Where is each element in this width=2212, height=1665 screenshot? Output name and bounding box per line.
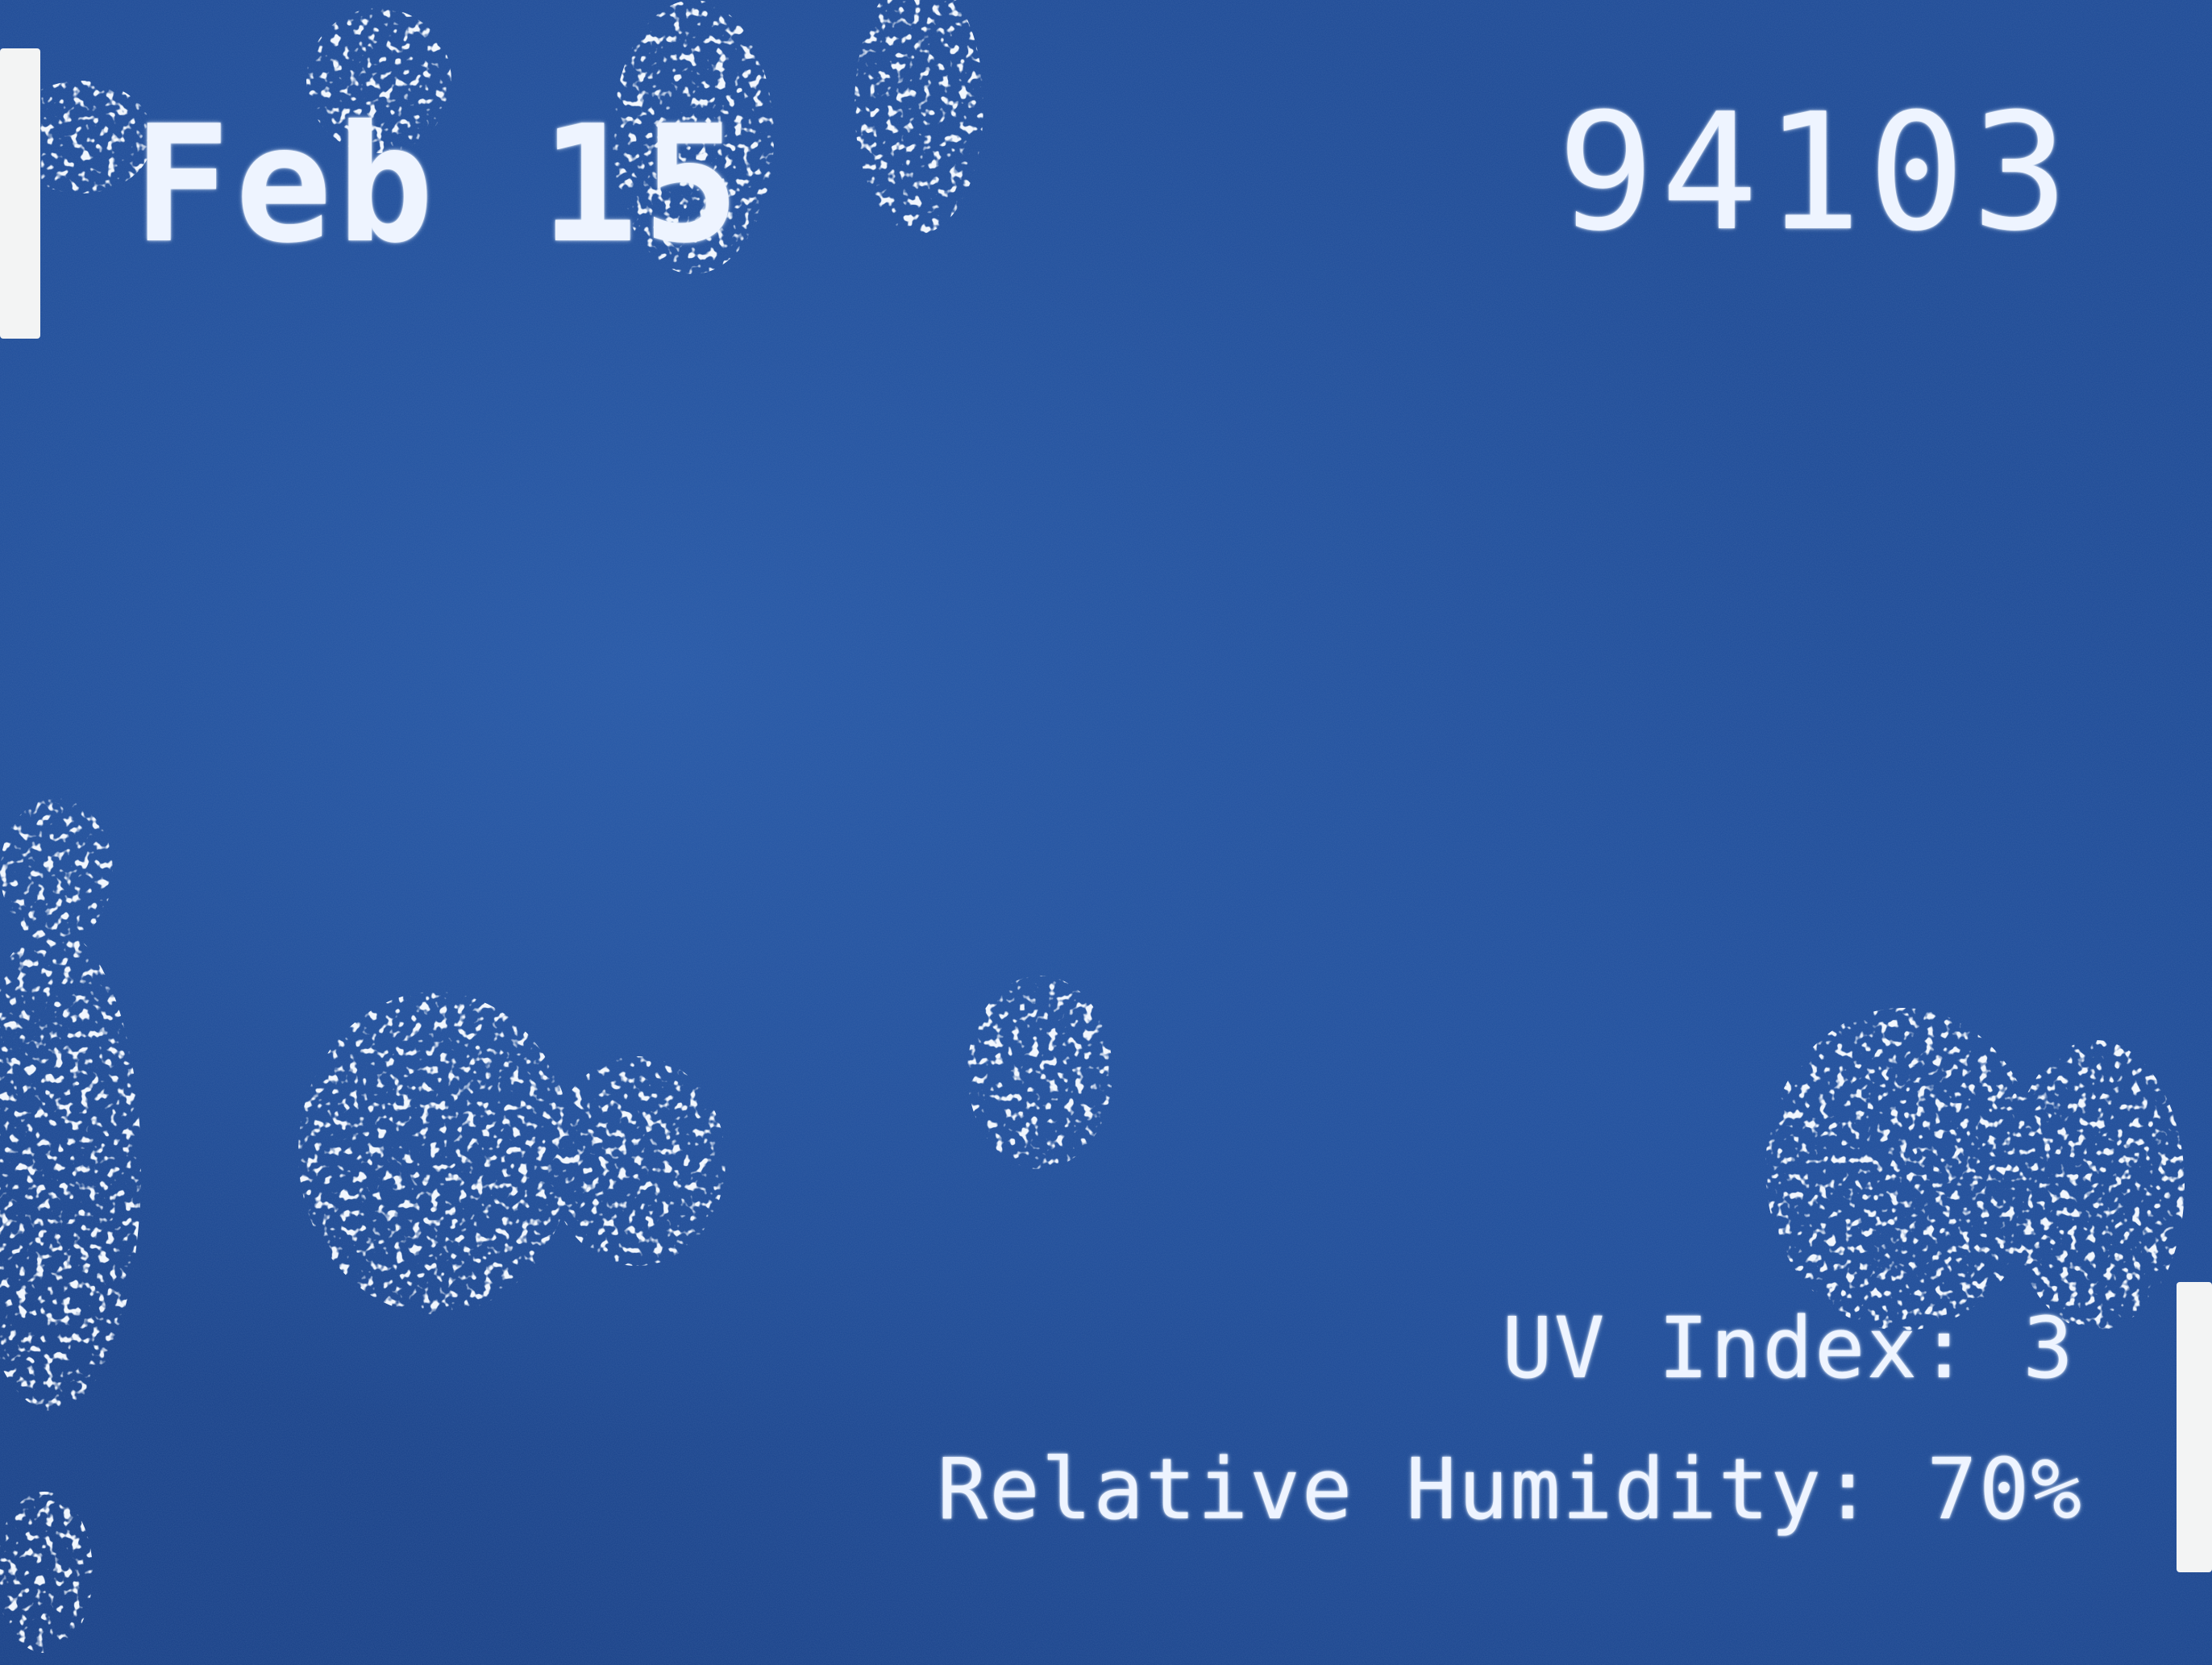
- date-label: Feb 15: [133, 91, 745, 279]
- left-paper-edge: [0, 48, 40, 339]
- uv-index-label: UV Index: 3: [1502, 1299, 2075, 1397]
- right-paper-edge: [2177, 1282, 2212, 1572]
- zip-code-label: 94103: [1557, 79, 2075, 267]
- relative-humidity-label: Relative Humidity: 70%: [937, 1440, 2083, 1538]
